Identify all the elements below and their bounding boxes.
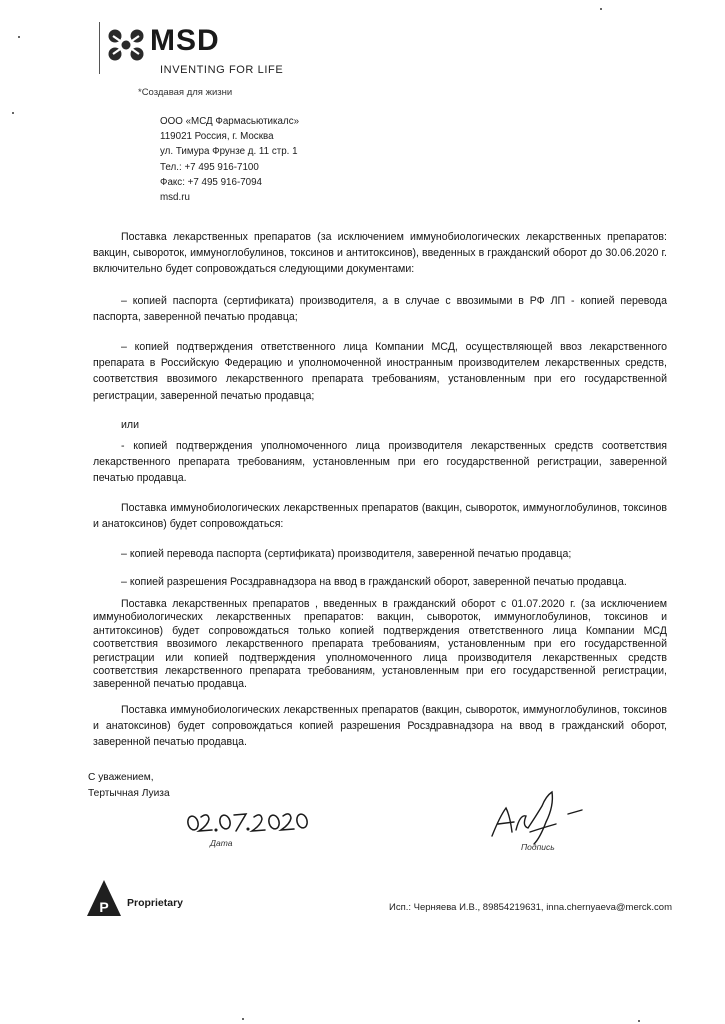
scan-speck — [638, 1020, 640, 1022]
closing-block — [88, 770, 170, 802]
header-divider — [99, 22, 100, 74]
paragraph-2-item-1: – копией перевода паспорта (сертификата) производителя, заверенной печатью продавца; — [121, 548, 572, 560]
address-line: msd.ru — [160, 192, 190, 204]
paragraph-4: Поставка иммунобиологических лекарственных препаратов (вакцин, сывороток, иммуноглобулинов, токсинов и анатоксинов) будет сопровождаться копией разрешения Росздравнадзора на ввод в гражданский оборот, заверенной печатью продавца. — [93, 704, 667, 749]
brand-name: MSD — [150, 24, 220, 57]
or-separator: или — [121, 419, 140, 431]
paragraph-1-item-1: – копией паспорта (сертификата) производителя, а в случае с ввозимыми в РФ ЛП - копией перевода паспорта, заверенной печатью продавца; — [93, 295, 667, 324]
regards: С уважением, — [88, 772, 154, 783]
paragraph-2: Поставка иммунобиологических лекарственных препаратов (вакцин, сывороток, иммуноглобулинов, токсинов и анатоксинов) будет сопровождаться: — [93, 502, 667, 531]
paragraph-1: Поставка лекарственных препаратов (за исключением иммунобиологических лекарственных препаратов: вакцин, сывороток, иммуноглобулинов, токсинов и антитоксинов), введенных в гражданский оборот до 30.06.2020 г. включительно будет сопровождаться следующими документами: — [93, 231, 667, 276]
slogan: *Создавая для жизни — [138, 87, 233, 98]
paragraph-1-item-3: - копией подтверждения уполномоченного лица производителя лекарственных средств соответствия лекарственного препарата требованиям, установленным при его государственной регистрации, заверенной печатью продавца. — [93, 440, 667, 485]
address-line: ул. Тимура Фрунзе д. 11 стр. 1 — [160, 146, 298, 158]
brand-tagline: INVENTING FOR LIFE — [160, 64, 284, 76]
scan-speck — [600, 8, 602, 10]
signature-label: Подпись — [521, 842, 555, 852]
handwritten-signature — [482, 786, 594, 846]
handwritten-date — [184, 808, 314, 838]
scan-speck — [18, 36, 20, 38]
msd-logo-icon — [104, 28, 148, 62]
proprietary-icon — [85, 878, 123, 918]
paragraph-1-item-2: – копией подтверждения ответственного лица Компании МСД, осуществляющей ввоз лекарственного препарата в Российскую Федерацию и уполномоченной иностранным производителем лекарственных средств, соответствия ввозимого лекарственного препарата требованиям, установленным при его государственной регистрации, заверенной печатью продавца; — [93, 341, 667, 402]
address-line: Факс: +7 495 916-7094 — [160, 176, 262, 188]
signer-name: Тертычная Луиза — [88, 788, 170, 799]
scan-speck — [242, 1018, 244, 1020]
address-line: Тел.: +7 495 916-7100 — [160, 161, 259, 173]
date-label: Дата — [210, 838, 233, 848]
scan-speck — [12, 112, 14, 114]
company-address — [160, 114, 299, 205]
executor-contact: Исп.: Черняева И.В., 89854219631, inna.chernyaeva@merck.com — [389, 902, 673, 913]
address-line: 119021 Россия, г. Москва — [160, 131, 274, 143]
svg-text:P: P — [99, 899, 109, 915]
paragraph-3: Поставка лекарственных препаратов , введенных в гражданский оборот с 01.07.2020 г. (за исключением иммунобиологических лекарственных препаратов: вакцин, сывороток, иммуноглобулинов, токсинов и антитоксинов) будет сопровождаться только копией подтверждения ответственного лица Компании МСД соответствия ввозимого лекарственного препарата требованиям, установленным при его государственной регистрации или копией подтверждения уполномоченного лица производителя лекарственных средств соответствия лекарственного препарата требованиям, установленным при его государственной регистрации, заверенной печатью продавца. — [93, 598, 667, 691]
paragraph-2-item-2: – копией разрешения Росздравнадзора на ввод в гражданский оборот, заверенной печатью продавца. — [121, 576, 627, 588]
address-line: ООО «МСД Фармасьютикалс» — [160, 116, 300, 127]
proprietary-label: Proprietary — [127, 897, 184, 909]
